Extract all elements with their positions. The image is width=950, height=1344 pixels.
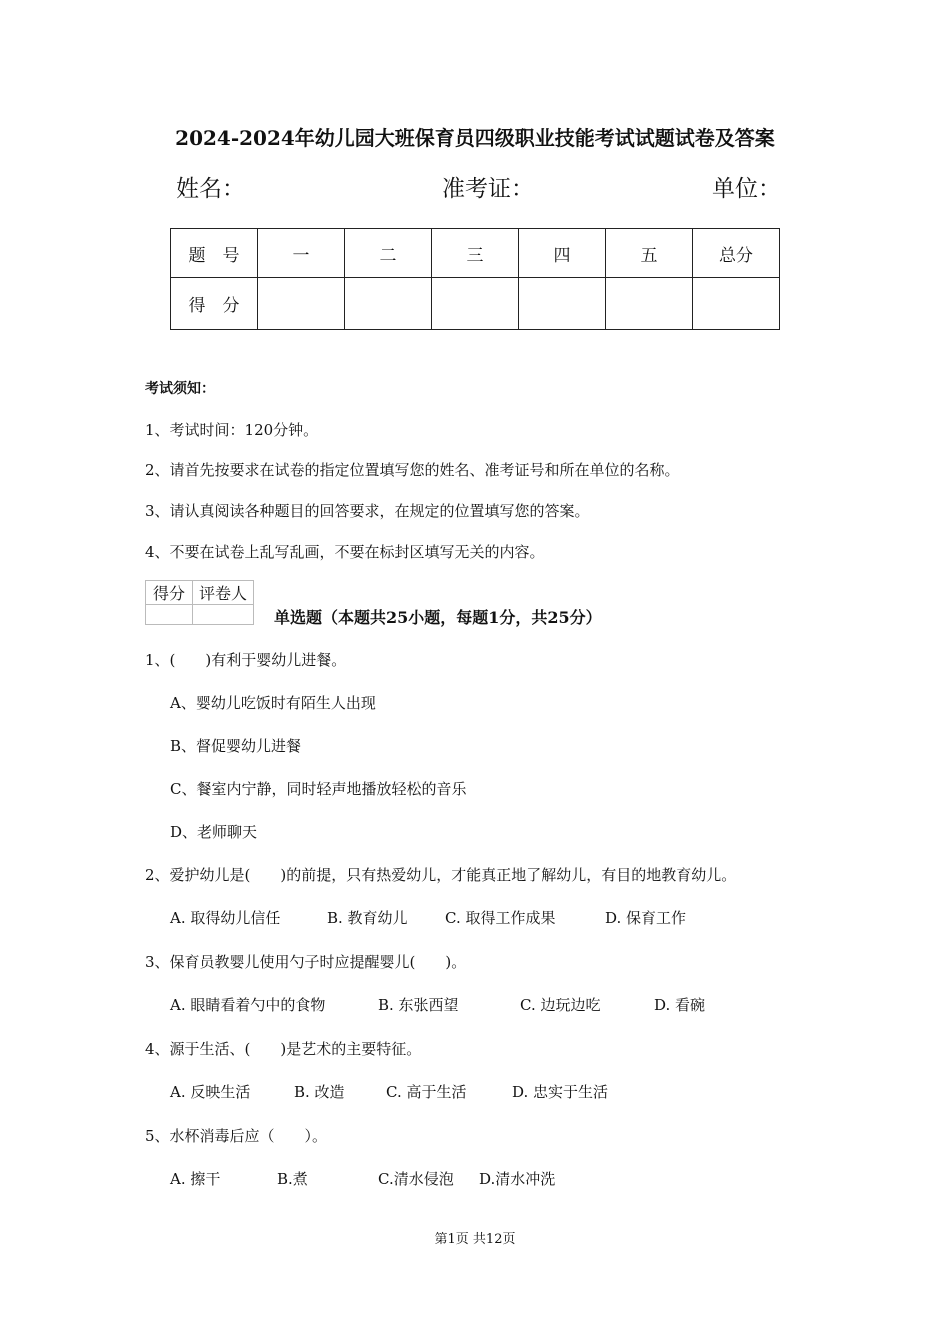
question-option: C. 边玩边吃 bbox=[520, 996, 601, 1014]
score-table-cell: 题 号 bbox=[171, 229, 258, 278]
score-entry-cell[interactable] bbox=[345, 278, 432, 330]
question-option: B、督促婴幼儿进餐 bbox=[170, 737, 302, 755]
notice-item: 3、请认真阅读各种题目的回答要求，在规定的位置填写您的答案。 bbox=[145, 502, 590, 520]
notice-title: 考试须知： bbox=[145, 381, 215, 397]
score-entry-cell[interactable] bbox=[693, 278, 780, 330]
score-table-header-row bbox=[171, 229, 780, 278]
score-table-cell: 一 bbox=[258, 229, 345, 278]
score-entry-cell[interactable] bbox=[519, 278, 606, 330]
question-option: D、老师聊天 bbox=[170, 823, 258, 841]
question-option: B.煮 bbox=[277, 1170, 308, 1188]
question-stem: 1、( )有利于婴幼儿进餐。 bbox=[145, 651, 347, 669]
question-option: C、餐室内宁静，同时轻声地播放轻松的音乐 bbox=[170, 780, 467, 798]
grader-name-cell[interactable] bbox=[193, 605, 254, 625]
question-option: C. 高于生活 bbox=[386, 1083, 467, 1101]
question-stem: 5、水杯消毒后应（ ）。 bbox=[145, 1127, 328, 1145]
score-table-cell: 四 bbox=[519, 229, 606, 278]
question-stem: 4、源于生活、( )是艺术的主要特征。 bbox=[145, 1040, 422, 1058]
grader-score-label: 得分 bbox=[146, 581, 193, 605]
score-table-cell: 五 bbox=[606, 229, 693, 278]
score-entry-cell[interactable] bbox=[258, 278, 345, 330]
score-table bbox=[170, 228, 780, 330]
exam-id-label: 准考证： bbox=[442, 176, 534, 202]
name-label: 姓名： bbox=[176, 176, 245, 202]
question-option: A. 反映生活 bbox=[170, 1083, 251, 1101]
question-option: D.清水冲洗 bbox=[479, 1170, 556, 1188]
unit-label: 单位： bbox=[712, 176, 781, 202]
score-entry-cell[interactable] bbox=[606, 278, 693, 330]
question-stem: 2、爱护幼儿是( )的前提，只有热爱幼儿，才能真正地了解幼儿，有目的地教育幼儿。 bbox=[145, 866, 737, 884]
question-option: C.清水侵泡 bbox=[378, 1170, 454, 1188]
question-option: D. 保育工作 bbox=[605, 909, 687, 927]
page-footer: 第1页 共12页 bbox=[434, 1232, 516, 1247]
grader-box bbox=[145, 580, 254, 625]
question-option: A. 取得幼儿信任 bbox=[170, 909, 281, 927]
question-option: A. 擦干 bbox=[170, 1170, 221, 1188]
notice-item: 4、不要在试卷上乱写乱画，不要在标封区填写无关的内容。 bbox=[145, 543, 545, 561]
question-option: A. 眼睛看着勺中的食物 bbox=[170, 996, 326, 1014]
question-option: B. 改造 bbox=[294, 1083, 345, 1101]
question-option: D. 忠实于生活 bbox=[512, 1083, 609, 1101]
notice-item: 1、考试时间：120分钟。 bbox=[145, 421, 319, 439]
score-table-cell: 总分 bbox=[693, 229, 780, 278]
question-stem: 3、保育员教婴儿使用勺子时应提醒婴儿( )。 bbox=[145, 953, 467, 971]
question-option: B. 东张西望 bbox=[378, 996, 459, 1014]
grader-name-label: 评卷人 bbox=[193, 581, 254, 605]
score-table-cell: 三 bbox=[432, 229, 519, 278]
score-table-cell: 得 分 bbox=[171, 278, 258, 330]
grader-score-cell[interactable] bbox=[146, 605, 193, 625]
question-option: B. 教育幼儿 bbox=[327, 909, 408, 927]
question-option: C. 取得工作成果 bbox=[445, 909, 556, 927]
section-title: 单选题（本题共25小题，每题1分，共25分） bbox=[274, 608, 602, 627]
score-entry-cell[interactable] bbox=[432, 278, 519, 330]
notice-item: 2、请首先按要求在试卷的指定位置填写您的姓名、准考证号和所在单位的名称。 bbox=[145, 461, 680, 479]
score-table-cell: 二 bbox=[345, 229, 432, 278]
question-option: A、婴幼儿吃饭时有陌生人出现 bbox=[170, 694, 376, 712]
question-option: D. 看碗 bbox=[654, 996, 706, 1014]
score-table-score-row bbox=[171, 278, 780, 330]
page-title: 2024-2024年幼儿园大班保育员四级职业技能考试试题试卷及答案 bbox=[175, 126, 775, 150]
